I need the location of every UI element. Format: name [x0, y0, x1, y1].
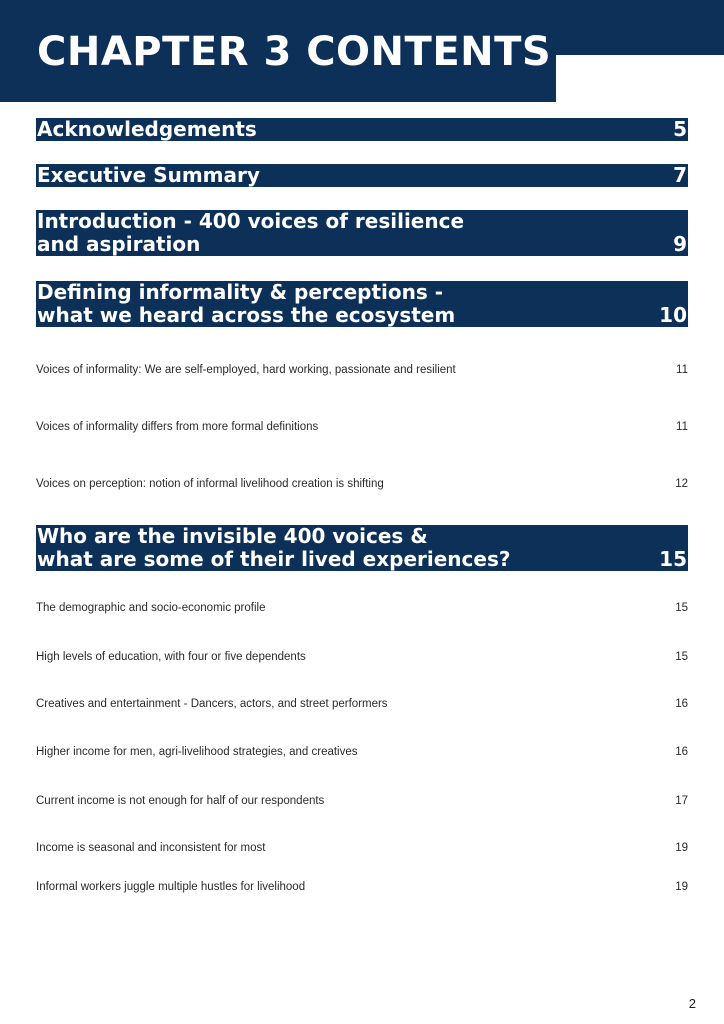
- toc-section-page: 9: [673, 232, 687, 256]
- toc-section-label: Acknowledgements: [37, 117, 257, 141]
- toc-entry-page: 11: [676, 421, 688, 433]
- toc-section-page: 15: [659, 547, 687, 571]
- toc-section-acknowledgements[interactable]: [36, 118, 688, 141]
- toc-section-page: 5: [673, 117, 687, 141]
- toc-entry-label: Current income is not enough for half of our respondents: [36, 795, 325, 807]
- toc-entry[interactable]: [36, 477, 688, 491]
- toc-entry[interactable]: [36, 650, 688, 664]
- toc-section-executive-summary[interactable]: [36, 164, 688, 187]
- toc-entry-label: High levels of education, with four or five dependents: [36, 651, 306, 663]
- toc-entry[interactable]: [36, 745, 688, 759]
- toc-entry-label: Income is seasonal and inconsistent for most: [36, 842, 266, 854]
- toc-entry-page: 12: [675, 478, 688, 490]
- toc-entry[interactable]: [36, 601, 688, 615]
- toc-entry-page: 15: [675, 651, 688, 663]
- toc-entry-label: The demographic and socio-economic profile: [36, 602, 266, 614]
- toc-entry-page: 16: [675, 746, 688, 758]
- toc-section-introduction[interactable]: [36, 210, 688, 256]
- toc-entry-page: 15: [675, 602, 688, 614]
- toc-entry-label: Informal workers juggle multiple hustles for livelihood: [36, 881, 306, 893]
- toc-entry[interactable]: [36, 420, 688, 434]
- page-title: CHAPTER 3 CONTENTS: [37, 29, 552, 75]
- toc-section-label: Introduction - 400 voices of resilience and aspiration: [37, 209, 465, 256]
- toc-entry[interactable]: [36, 363, 688, 377]
- toc-entry-label: Voices of informality: We are self-employed, hard working, passionate and resilient: [36, 364, 456, 376]
- toc-section-page: 10: [659, 303, 687, 327]
- toc-section-label: Defining informality & perceptions - what we heard across the ecosystem: [37, 280, 456, 327]
- toc-section-invisible-400-voices[interactable]: [36, 525, 688, 571]
- toc-entry-page: 19: [675, 881, 688, 893]
- toc-entry[interactable]: [36, 841, 688, 855]
- page-number: 2: [688, 996, 696, 1011]
- toc-section-page: 7: [673, 163, 687, 187]
- toc-section-defining-informality[interactable]: [36, 281, 688, 327]
- toc-entry-page: 17: [675, 795, 688, 807]
- toc-entry-label: Voices of informality differs from more formal definitions: [36, 421, 319, 433]
- toc-entry-page: 19: [675, 842, 688, 854]
- toc-entry-label: Higher income for men, agri-livelihood strategies, and creatives: [36, 746, 358, 758]
- toc-entry[interactable]: [36, 794, 688, 808]
- toc-entry-page: 16: [675, 698, 688, 710]
- toc-entry[interactable]: [36, 880, 688, 894]
- toc-entry-label: Creatives and entertainment - Dancers, actors, and street performers: [36, 698, 388, 710]
- toc-entry-label: Voices on perception: notion of informal livelihood creation is shifting: [36, 478, 384, 490]
- toc-section-label: Executive Summary: [37, 163, 260, 187]
- toc-entry[interactable]: [36, 697, 688, 711]
- toc-entry-page: 11: [676, 364, 688, 376]
- toc-section-label: Who are the invisible 400 voices & what are some of their lived experiences?: [37, 524, 511, 571]
